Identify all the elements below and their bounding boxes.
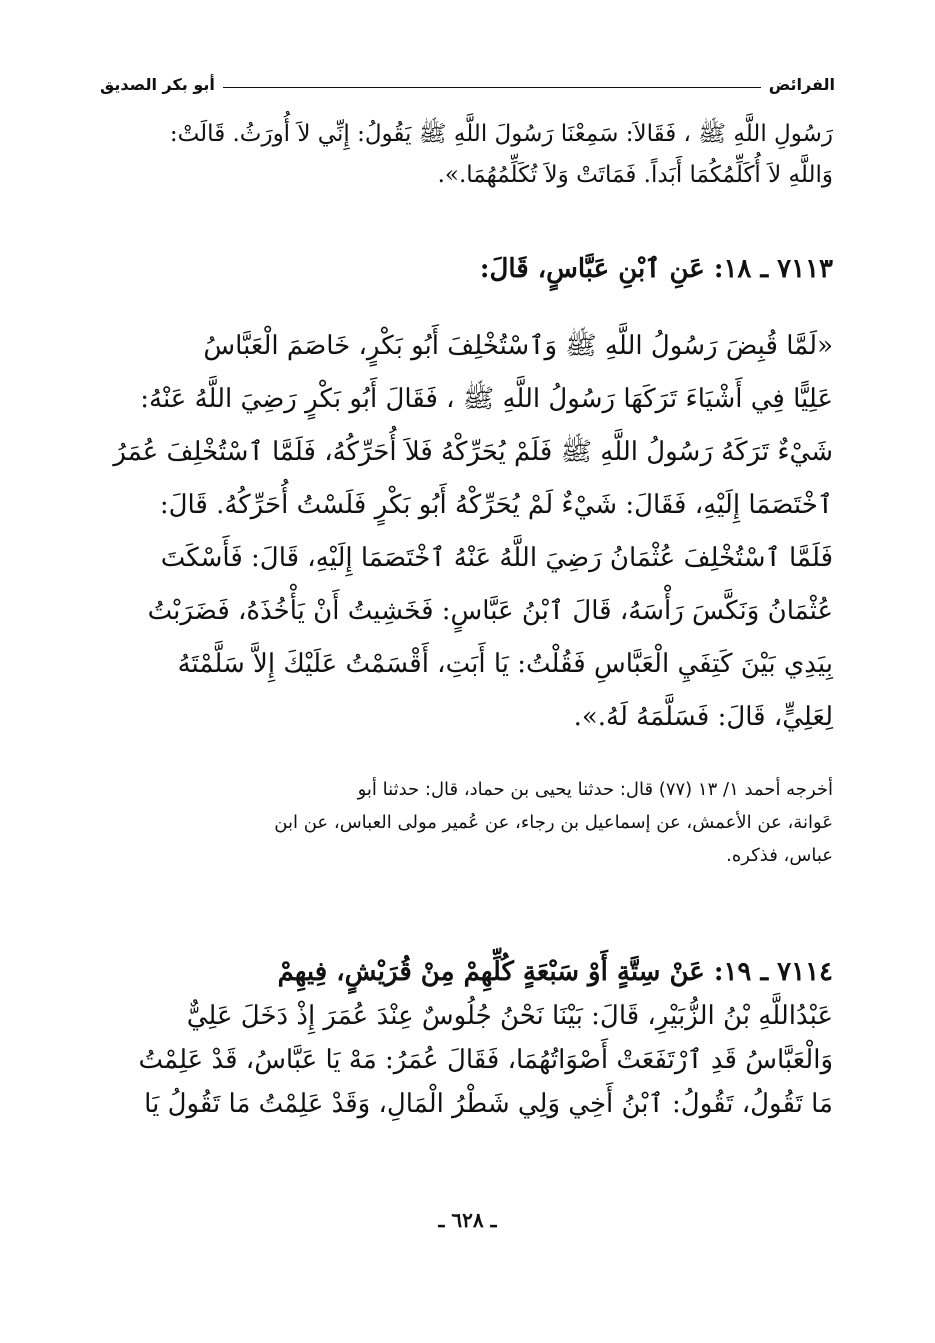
running-header <box>100 66 835 94</box>
note-line: عَوانة، عن الأعمش، عن إسماعيل بن رجاء، عن عُمير مولى العباس، عن ابن <box>274 812 833 833</box>
hadith-heading-7114: ٧١١٤ ـ ١٩: عَنْ سِتَّةٍ أَوْ سَبْعَةٍ كُلِّهِمْ مِنْ قُرَيْشٍ، فِيهِمْ <box>277 957 833 987</box>
note-line: عباس، فذكره. <box>726 845 833 866</box>
text-line: مَا تَقُولُ، تَقُولُ: ٱبْنُ أَخِي وَلِي شَطْرُ الْمَالِ، وَقَدْ عَلِمْتُ مَا تَقُولُ يَا <box>144 1089 833 1119</box>
text-line: لِعَلِيٍّ، قَالَ: فَسَلَّمَهُ لَهُ.». <box>573 702 833 732</box>
text-line: عَبْدُاللَّهِ بْنُ الزُّبَيْرِ، قَالَ: بَيْنَا نَحْنُ جُلُوسٌ عِنْدَ عُمَرَ إِذْ دَخَلَ عَلِيٌّ <box>186 1001 833 1031</box>
header-rule <box>223 87 761 88</box>
page-number: ـ ٦٢٨ ـ <box>438 1208 497 1232</box>
chapter-title: أبو بكر الصديق <box>100 75 215 94</box>
text-line: عُثْمَانُ وَنَكَّسَ رَأْسَهُ، قَالَ ٱبْنُ عَبَّاسٍ: فَخَشِيتُ أَنْ يَأْخُذَهُ، فَضَرَبْتُ <box>147 596 833 626</box>
text-line: وَاللَّهِ لاَ أُكَلِّمُكُمَا أَبَداً. فَمَاتَتْ وَلاَ تُكَلِّمُهُمَا.». <box>437 162 833 188</box>
text-line: رَسُولِ اللَّهِ ﷺ ، فَقَالاَ: سَمِعْنَا رَسُولَ اللَّهِ ﷺ يَقُولُ: إِنِّي لاَ أُورَثُ. قَالَتْ: <box>169 121 833 147</box>
text-line: ٱخْتَصَمَا إِلَيْهِ، فَقَالَ: شَيْءٌ لَمْ يُحَرِّكْهُ أَبُو بَكْرٍ فَلَسْتُ أُحَرِّكُهُ. قَالَ: <box>159 490 833 520</box>
text-line: عَلِيًّا فِي أَشْيَاءَ تَرَكَهَا رَسُولُ اللَّهِ ﷺ ، فَقَالَ أَبُو بَكْرٍ رَضِيَ اللَّهُ عَنْهُ: <box>140 384 833 414</box>
hadith-text-7114 <box>102 950 833 1126</box>
hadith-text-7113 <box>102 320 833 744</box>
takhrij-note <box>102 773 833 872</box>
text-line: شَيْءٌ تَرَكَهُ رَسُولُ اللَّهِ ﷺ فَلَمْ يُحَرِّكْهُ فَلاَ أُحَرِّكُهُ، فَلَمَّا ٱسْتُخْلِفَ عُمَرُ <box>113 437 833 467</box>
hadith-heading-7113: ٧١١٣ ـ ١٨: عَنِ ٱبْنِ عَبَّاسٍ، قَالَ: <box>479 254 833 284</box>
note-line: أخرجه أحمد ١/ ١٣ (٧٧) قال: حدثنا يحيى بن حماد، قال: حدثنا أبو <box>357 779 833 800</box>
text-line: «لَمَّا قُبِضَ رَسُولُ اللَّهِ ﷺ وَٱسْتُخْلِفَ أَبُو بَكْرٍ، خَاصَمَ الْعَبَّاسُ <box>203 331 833 361</box>
text-line: بِيَدِي بَيْنَ كَتِفَيِ الْعَبَّاسِ فَقُلْتُ: يَا أَبَتِ، أَقْسَمْتُ عَلَيْكَ إِلاَّ سَلَّمْتَهُ <box>177 649 833 679</box>
text-line: فَلَمَّا ٱسْتُخْلِفَ عُثْمَانُ رَضِيَ اللَّهُ عَنْهُ ٱخْتَصَمَا إِلَيْهِ، قَالَ: فَأَسْكَتَ <box>160 543 833 573</box>
continuation-text <box>102 114 833 196</box>
text-line: وَالْعَبَّاسُ قَدِ ٱرْتَفَعَتْ أَصْوَاتُهُمَا، فَقَالَ عُمَرُ: مَهْ يَا عَبَّاسُ، قَدْ عَلِمْتُ <box>138 1045 833 1075</box>
book-title: الفرائض <box>768 75 835 94</box>
